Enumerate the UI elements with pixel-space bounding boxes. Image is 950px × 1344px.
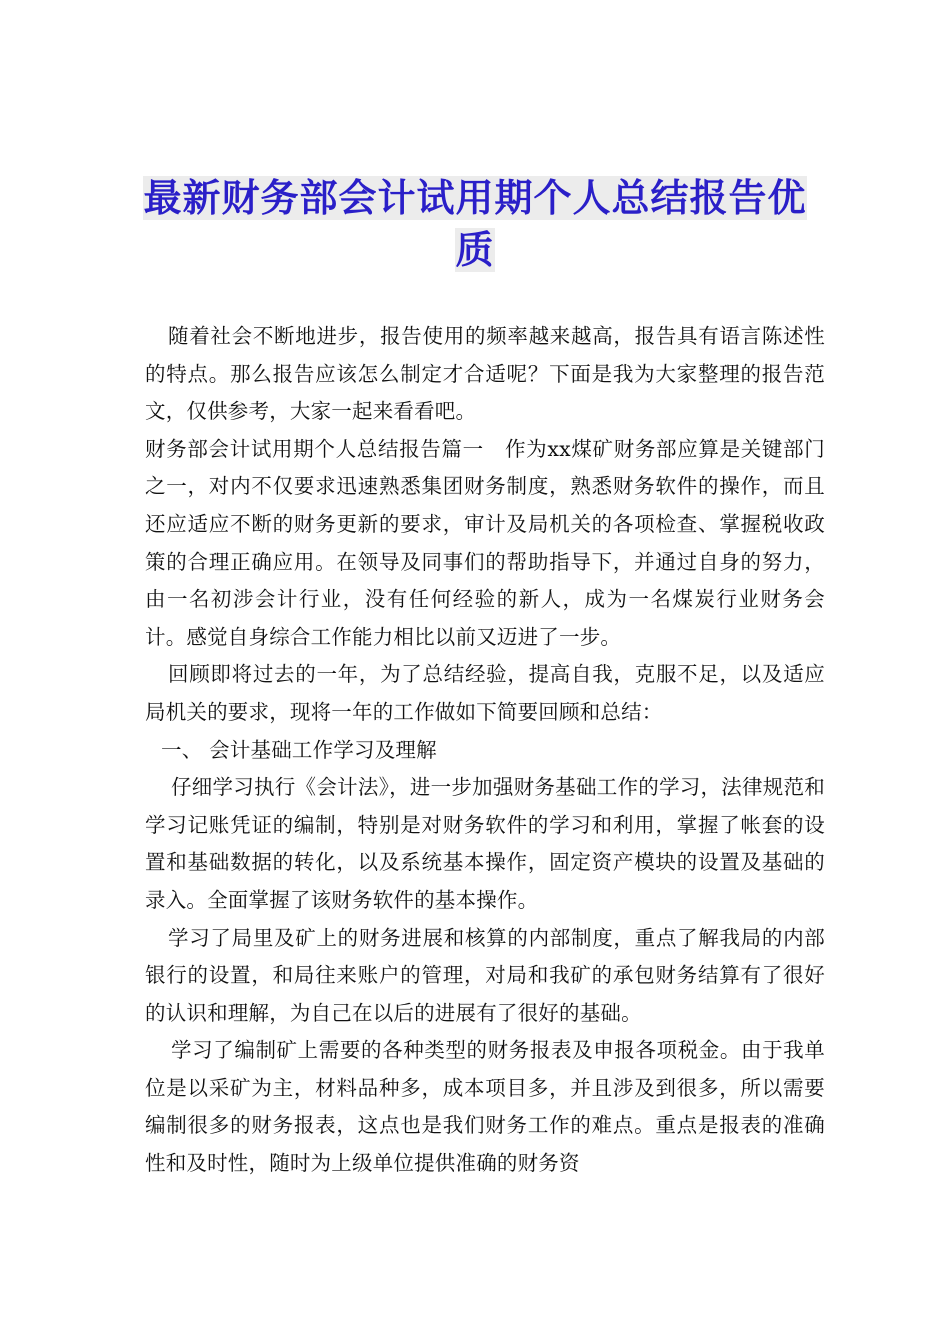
section-heading: 一、 会计基础工作学习及理解	[161, 737, 437, 762]
document-body	[145, 318, 825, 1183]
document-title: 最新财务部会计试用期个人总结报告优质	[143, 176, 807, 272]
paragraph-financial-reports: 学习了编制矿上需要的各种类型的财务报表及申报各项税金。由于我单位是以采矿为主，材料品种多，成本项目多，并且涉及到很多，所以需要编制很多的财务报表，这点也是我们财务工作的难点。重点是报表的准确性和及时性，随时为上级单位提供准确的财务资	[145, 1038, 825, 1176]
paragraph-section-one: 财务部会计试用期个人总结报告篇一 作为xx煤矿财务部应算是关键部门之一，对内不仅要求迅速熟悉集团财务制度，熟悉财务软件的操作，而且还应适应不断的财务更新的要求，审计及局机关的各项检查、掌握税收政策的合理正确应用。在领导及同事们的帮助指导下，并通过自身的努力，由一名初涉会计行业，没有任何经验的新人，成为一名煤炭行业财务会计。感觉自身综合工作能力相比以前又迈进了一步。	[145, 436, 825, 649]
paragraph-review: 回顾即将过去的一年，为了总结经验，提高自我，克服不足，以及适应局机关的要求，现将一年的工作做如下简要回顾和总结：	[145, 662, 825, 724]
paragraph-intro: 随着社会不断地进步，报告使用的频率越来越高，报告具有语言陈述性的特点。那么报告应该怎么制定才合适呢？下面是我为大家整理的报告范文，仅供参考，大家一起来看看吧。	[145, 324, 825, 424]
paragraph-internal-system: 学习了局里及矿上的财务进展和核算的内部制度，重点了解我局的内部银行的设置，和局往来账户的管理，对局和我矿的承包财务结算有了很好的认识和理解，为自己在以后的进展有了很好的基础。	[145, 925, 825, 1025]
title-block	[140, 172, 810, 276]
paragraph-accounting-law: 仔细学习执行《会计法》，进一步加强财务基础工作的学习，法律规范和学习记账凭证的编制，特别是对财务软件的学习和利用，掌握了帐套的设置和基础数据的转化，以及系统基本操作，固定资产模块的设置及基础的录入。全面掌握了该财务软件的基本操作。	[145, 775, 825, 912]
